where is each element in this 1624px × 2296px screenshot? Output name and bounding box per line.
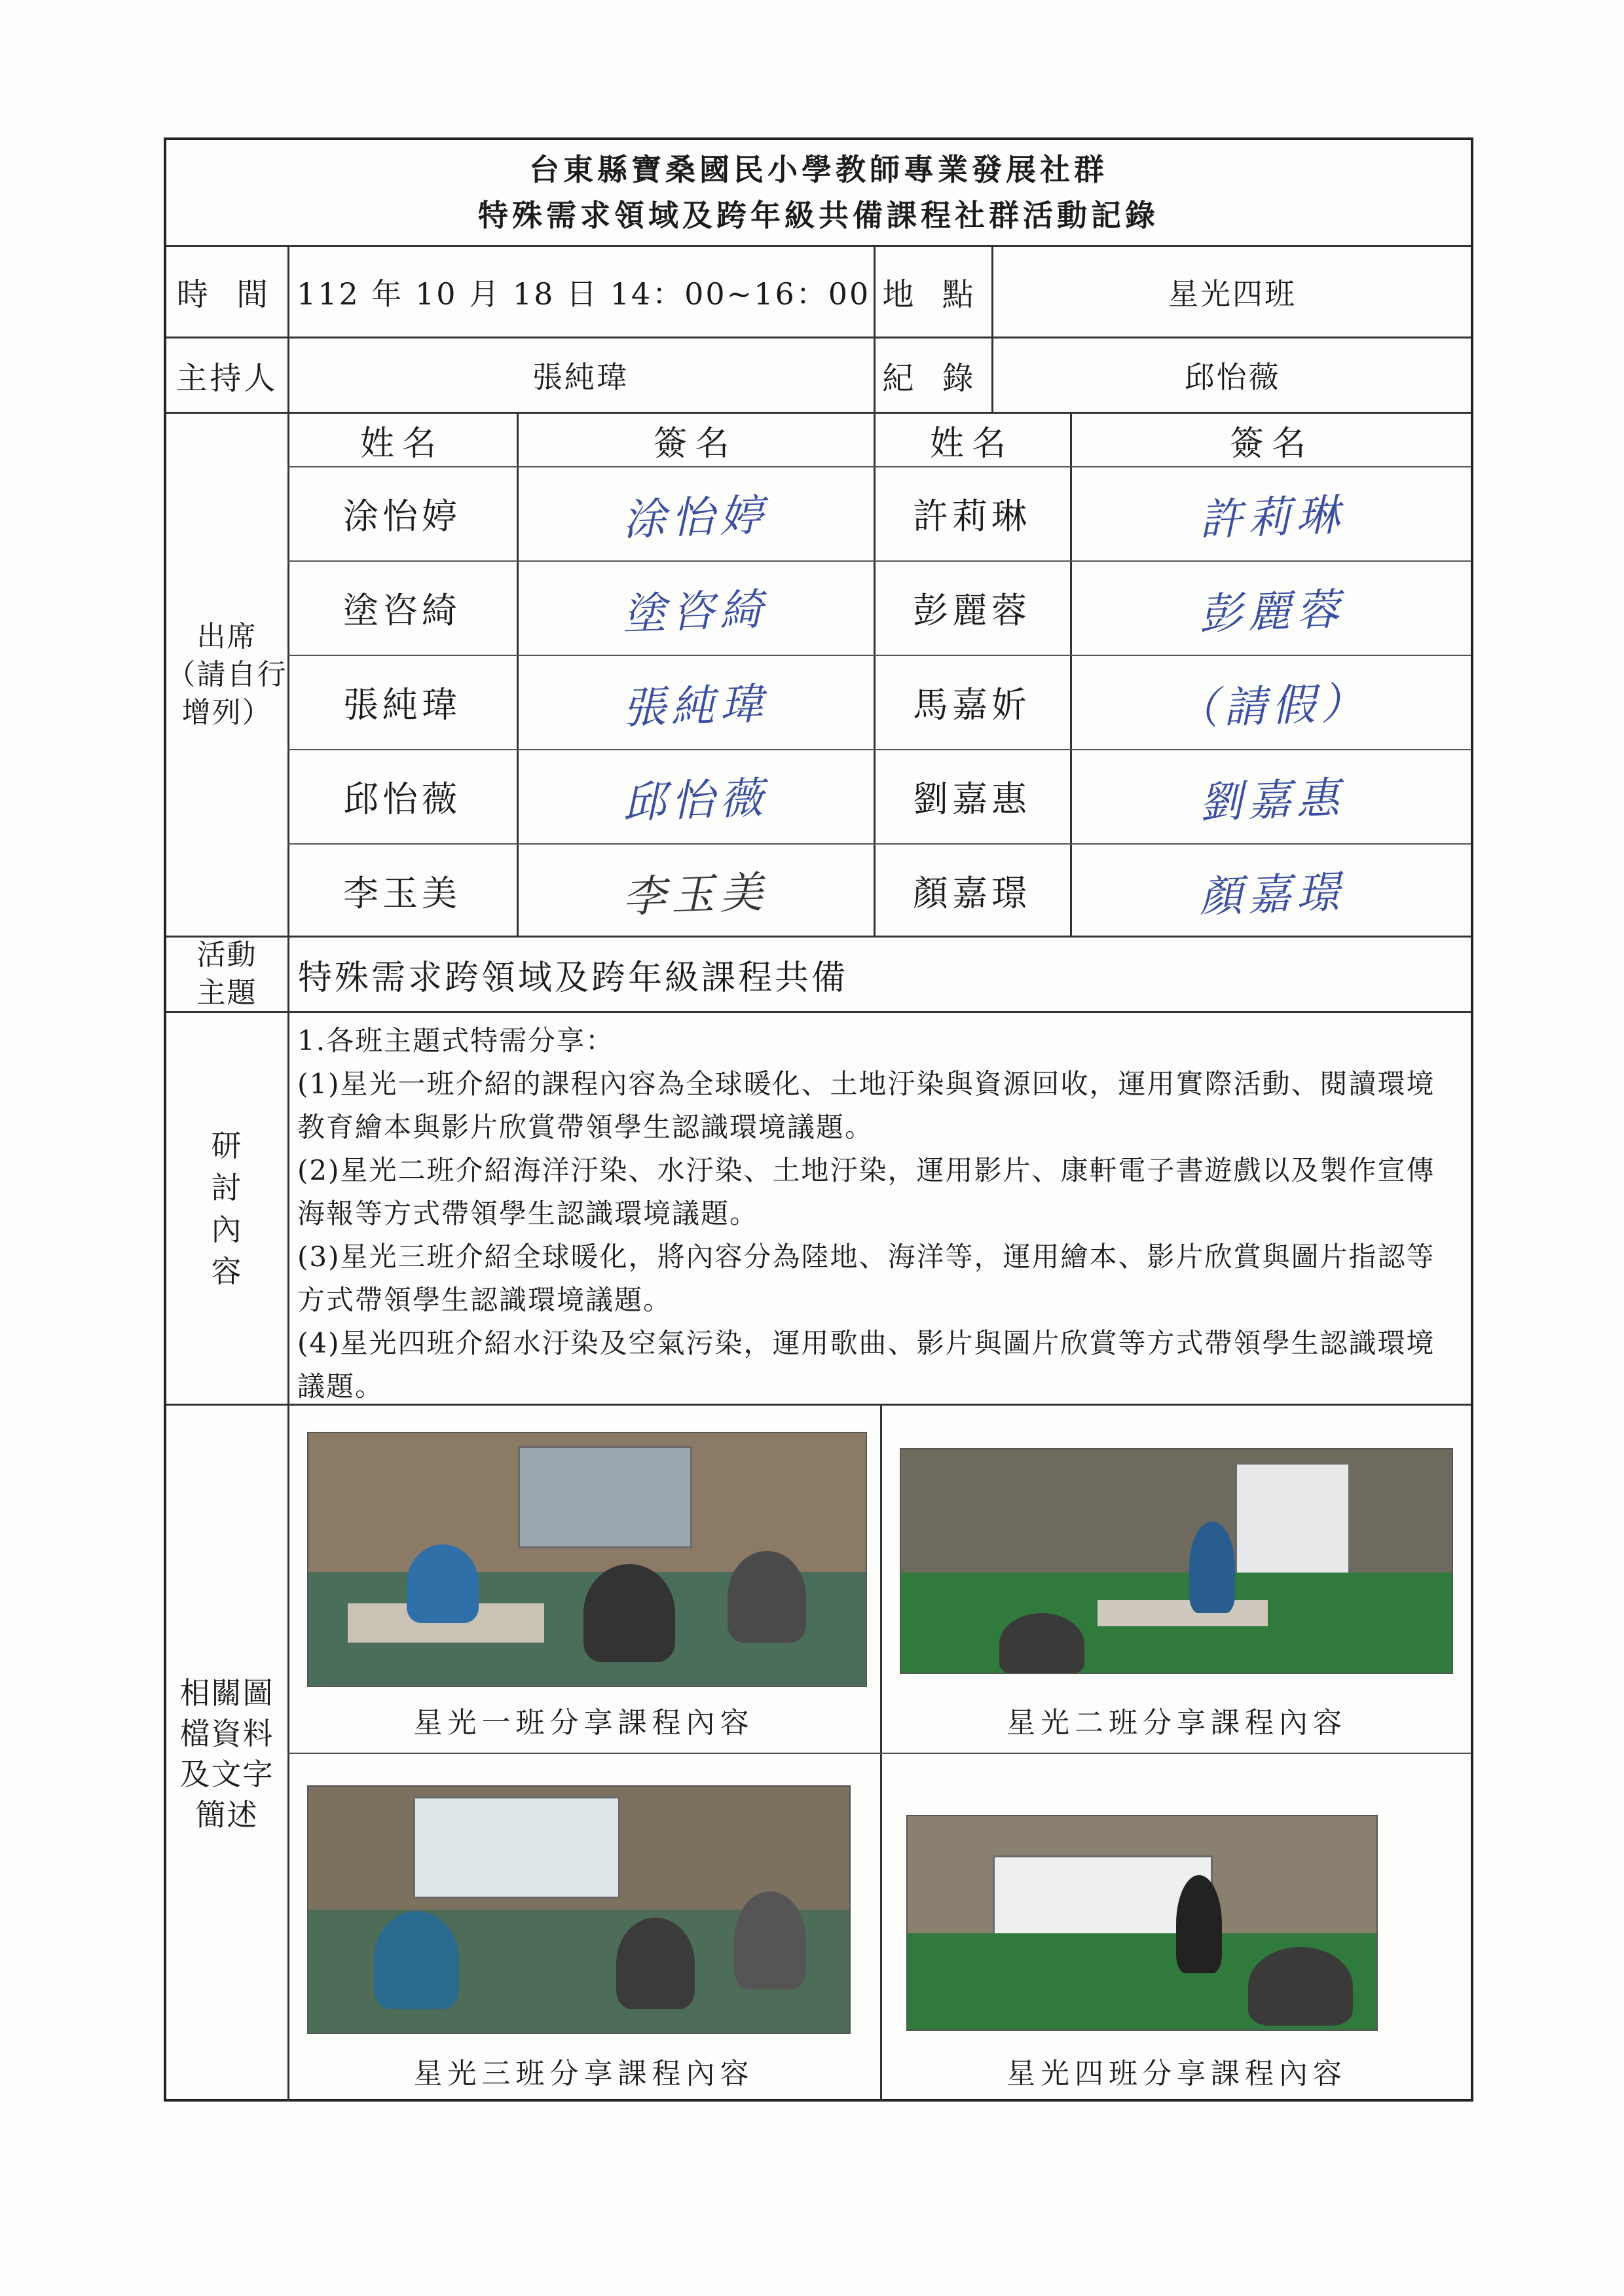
attendee-signature: 李玉美 — [621, 866, 769, 922]
attendance-label: 出席 （請自行 增列） — [166, 619, 287, 729]
recorder-label: 紀 錄 — [882, 359, 983, 397]
col-name-left: 姓名 — [360, 424, 444, 464]
attendee-signature: 顏嘉璟 — [1198, 866, 1346, 922]
col-sign-right: 簽名 — [1229, 424, 1314, 464]
place-label: 地 點 — [882, 276, 983, 313]
attendee-signature: 彭麗蓉 — [1198, 583, 1346, 640]
discussion-content — [297, 1019, 1463, 1408]
attendance-section — [166, 412, 1471, 936]
attendee-name: 涂怡婷 — [343, 495, 461, 537]
col-name-right: 姓名 — [929, 424, 1014, 464]
attendee-signature: 許莉琳 — [1198, 489, 1346, 545]
attendee-name: 劉嘉惠 — [913, 778, 1031, 820]
photo-caption-2: 星光二班分享課程內容 — [1006, 1706, 1347, 1740]
class-photo-1 — [307, 1432, 867, 1687]
attendee-signature: 張純瑋 — [621, 678, 769, 734]
discussion-line: (3)星光三班介紹全球暖化，將內容分為陸地、海洋等，運用繪本、影片欣賞與圖片指認等方式帶領學生認識環境議題。 — [297, 1241, 1435, 1316]
discussion-line: (4)星光四班介紹水汙染及空氣污染，運用歌曲、影片與圖片欣賞等方式帶領學生認識環境議題。 — [297, 1327, 1435, 1402]
time-label: 時 間 — [176, 276, 278, 313]
discussion-line: (1)星光一班介紹的課程內容為全球暖化、土地汙染與資源回收，運用實際活動、閱讀環境教育繪本與影片欣賞帶領學生認識環境議題。 — [297, 1068, 1435, 1143]
class-photo-4 — [906, 1815, 1378, 2031]
attendee-name: 張純瑋 — [343, 683, 461, 725]
activity-record-form — [164, 137, 1473, 2102]
attendee-signature: 塗咨綺 — [621, 583, 769, 640]
topic-value: 特殊需求跨領域及跨年級課程共備 — [298, 958, 849, 998]
class-photo-2 — [900, 1448, 1453, 1674]
attendee-name: 邱怡薇 — [343, 778, 461, 820]
time-value: 112 年 10 月 18 日 14：00~16：00 — [297, 276, 871, 312]
attendee-name: 彭麗蓉 — [913, 589, 1031, 631]
attendee-signature: 邱怡薇 — [621, 772, 769, 828]
host-recorder-row — [166, 337, 1471, 412]
class-photo-3 — [307, 1785, 851, 2034]
attendee-name: 許莉琳 — [913, 495, 1031, 537]
attendee-signature: 涂怡婷 — [621, 489, 769, 545]
discussion-line: (2)星光二班介紹海洋汙染、水汙染、土地汙染，運用影片、康軒電子書遊戲以及製作宣傳海報等方式帶領學生認識環境議題。 — [297, 1154, 1435, 1230]
attendee-signature: 劉嘉惠 — [1198, 772, 1346, 828]
attendee-name: 顏嘉璟 — [913, 872, 1031, 914]
topic-label: 活動 主題 — [196, 938, 257, 1010]
photos-label: 相關圖 檔資料 及文字 簡述 — [179, 1675, 274, 1832]
attendee-name: 塗咨綺 — [343, 589, 461, 631]
host-label: 主持人 — [175, 359, 278, 397]
title-row — [166, 140, 1471, 245]
photo-caption-4: 星光四班分享課程內容 — [1006, 2057, 1347, 2090]
school-title: 台東縣寶桑國民小學教師專業發展社群 — [529, 152, 1108, 187]
discussion-line: 1.各班主題式特需分享： — [297, 1025, 615, 1057]
col-sign-left: 簽名 — [653, 424, 737, 464]
recorder-value: 邱怡薇 — [1184, 359, 1281, 395]
topic-row — [166, 936, 1471, 1011]
discussion-row — [166, 1011, 1471, 1404]
form-title: 特殊需求領域及跨年級共備課程社群活動記錄 — [478, 198, 1159, 233]
photos-row — [166, 1404, 1471, 2102]
place-value: 星光四班 — [1168, 276, 1297, 312]
attendee-name: 馬嘉妡 — [913, 683, 1031, 725]
host-value: 張純瑋 — [532, 359, 629, 395]
photo-caption-3: 星光三班分享課程內容 — [413, 2057, 754, 2090]
time-place-row — [166, 245, 1471, 337]
attendee-signature: （請假） — [1173, 677, 1370, 735]
photo-caption-1: 星光一班分享課程內容 — [413, 1706, 754, 1740]
discussion-label: 研 討 內 容 — [211, 1127, 243, 1289]
attendee-name: 李玉美 — [343, 872, 461, 914]
